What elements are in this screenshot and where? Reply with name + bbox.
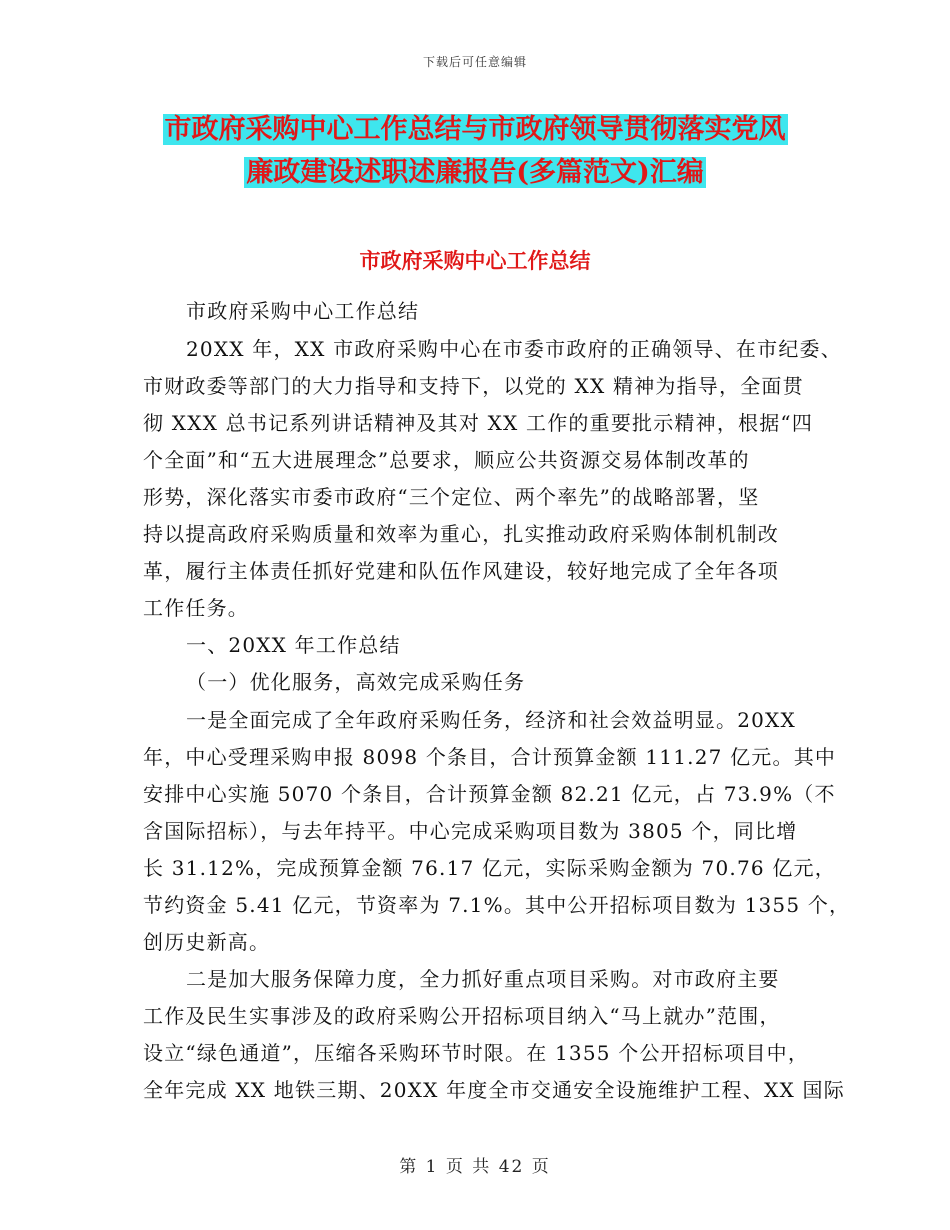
document-title-line-1: 市政府采购中心工作总结与市政府领导贯彻落实党风 — [164, 114, 786, 145]
body-line: 持以提高政府采购质量和效率为重心，扎实推动政府采购体制机制改 — [143, 522, 779, 546]
page-number: 第 1 页 共 42 页 — [399, 1157, 551, 1177]
body-line: 形势，深化落实市委市政府“三个定位、两个率先”的战略部署，坚 — [143, 485, 760, 509]
body-line: 市政府采购中心工作总结 — [186, 299, 420, 323]
body-line: 一、20XX 年工作总结 — [186, 633, 401, 657]
body-line: 彻 XXX 总书记系列讲话精神及其对 XX 工作的重要批示精神，根据“四 — [143, 411, 814, 435]
body-line: 设立“绿色通道”，压缩各采购环节时限。在 1355 个公开招标项目中， — [143, 1041, 810, 1065]
body-line: 革，履行主体责任抓好党建和队伍作风建设，较好地完成了全年各项 — [143, 559, 779, 583]
body-line: 20XX 年，XX 市政府采购中心在市委市政府的正确领导、在市纪委、 — [186, 337, 842, 361]
section-heading: 市政府采购中心工作总结 — [359, 248, 591, 273]
body-line: 一是全面完成了全年政府采购任务，经济和社会效益明显。20XX — [186, 708, 796, 732]
body-line: 工作任务。 — [143, 596, 249, 620]
body-line: 创历史新高。 — [143, 930, 271, 954]
body-line: （一）优化服务，高效完成采购任务 — [186, 670, 526, 694]
body-line: 年，中心受理采购申报 8098 个条目，合计预算金额 111.27 亿元。其中 — [143, 745, 837, 769]
header-note: 下载后可任意编辑 — [422, 55, 527, 69]
body-line: 节约资金 5.41 亿元，节资率为 7.1%。其中公开招标项目数为 1355 个， — [143, 893, 851, 917]
body-line: 二是加大服务保障力度，全力抓好重点项目采购。对市政府主要 — [186, 967, 780, 991]
body-line: 安排中心实施 5070 个条目，合计预算金额 82.21 亿元，占 73.9%（不 — [143, 782, 836, 806]
body-line: 长 31.12%，完成预算金额 76.17 亿元，实际采购金额为 70.76 亿元， — [143, 856, 836, 880]
body-line: 工作及民生实事涉及的政府采购公开招标项目纳入“马上就办”范围， — [143, 1004, 781, 1028]
body-line: 个全面”和“五大进展理念”总要求，顺应公共资源交易体制改革的 — [143, 448, 750, 472]
body-line: 市财政委等部门的大力指导和支持下，以党的 XX 精神为指导，全面贯 — [143, 374, 804, 398]
body-line: 含国际招标），与去年持平。中心完成采购项目数为 3805 个，同比增 — [143, 819, 798, 843]
document-title-line-2: 廉政建设述职述廉报告(多篇范文)汇编 — [246, 157, 704, 188]
body-line: 全年完成 XX 地铁三期、20XX 年度全市交通安全设施维护工程、XX 国际 — [143, 1078, 845, 1102]
